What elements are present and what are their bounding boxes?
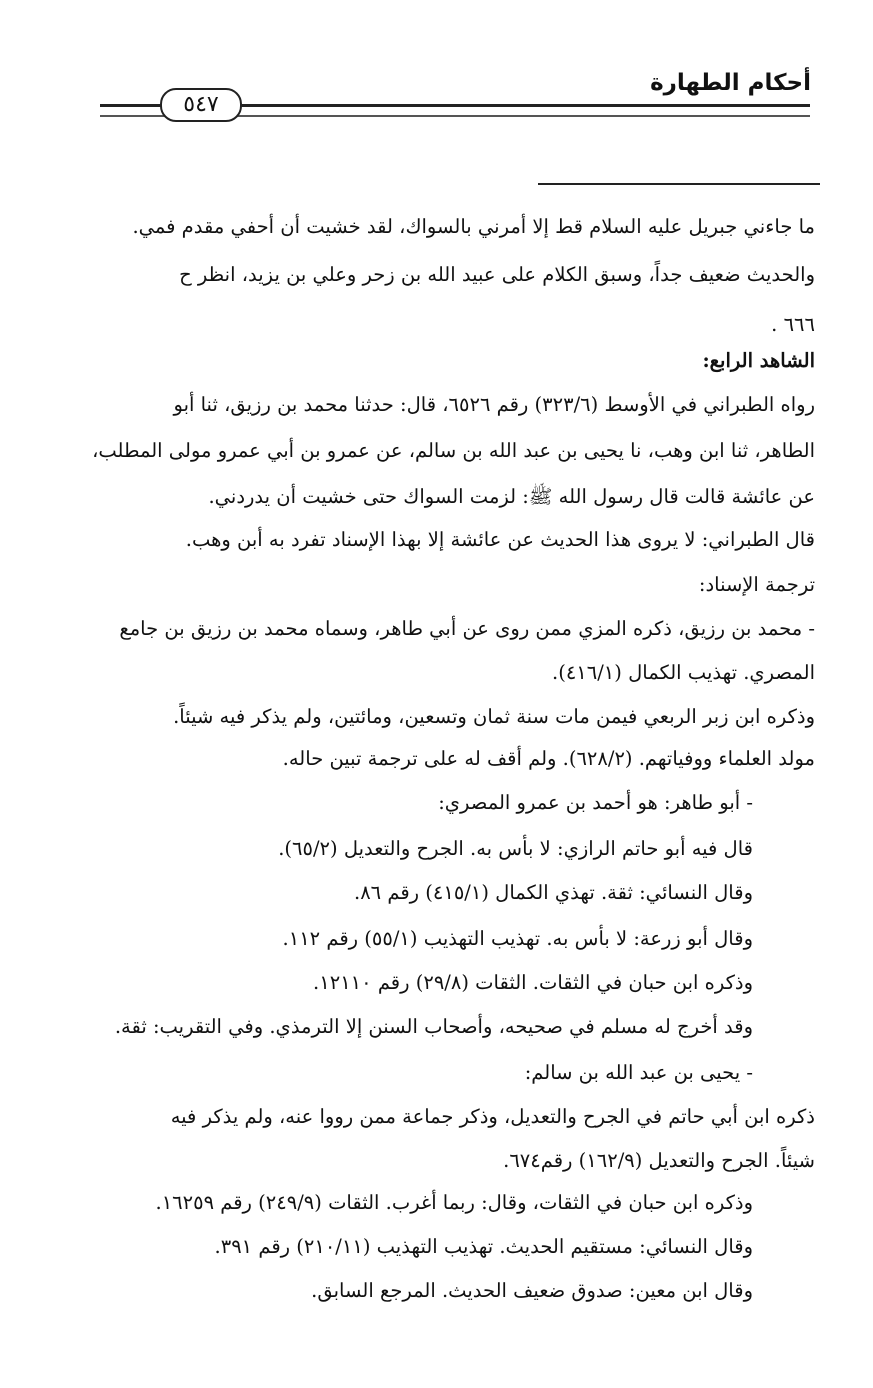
footnote-separator (538, 183, 820, 185)
section-heading: ترجمة الإسناد: (698, 573, 815, 596)
section-heading: الشاهد الرابع: (702, 349, 815, 372)
text-line: وقال النسائي: ثقة. تهذي الكمال (٤١٥/١) رقم ٨٦. (353, 881, 753, 904)
text-line: وقد أخرج له مسلم في صحيحه، وأصحاب السنن إلا الترمذي. وفي التقريب: ثقة. (114, 1015, 753, 1038)
text-line: قال الطبراني: لا يروى هذا الحديث عن عائشة إلا بهذا الإسناد تفرد به أبن وهب. (185, 528, 815, 551)
text-line: عن عائشة قالت قال رسول الله ﷺ: لزمت السواك حتى خشيت أن يدردني. (208, 485, 815, 508)
text-line: وقال ابن معين: صدوق ضعيف الحديث. المرجع السابق. (311, 1279, 753, 1302)
text-line: ما جاءني جبريل عليه السلام قط إلا أمرني بالسواك، لقد خشيت أن أحفي مقدم فمي. (132, 215, 815, 238)
text-line: المصري. تهذيب الكمال (٤١٦/١). (552, 661, 815, 684)
text-line: وذكره ابن زبر الربعي فيمن مات سنة ثمان وتسعين، ومائتين، ولم يذكر فيه شيئاً. (173, 705, 815, 728)
text-line: - أبو طاهر: هو أحمد بن عمرو المصري: (438, 791, 753, 814)
text-line: وقال النسائي: مستقيم الحديث. تهذيب التهذيب (٢١٠/١١) رقم ٣٩١. (214, 1235, 753, 1258)
text-line: شيئاً. الجرح والتعديل (١٦٢/٩) رقم٦٧٤. (503, 1149, 815, 1172)
page-number: ٥٤٧ (160, 88, 242, 122)
text-line: ذكره ابن أبي حاتم في الجرح والتعديل، وذكر جماعة ممن رووا عنه، ولم يذكر فيه (170, 1105, 815, 1128)
text-line: والحديث ضعيف جداً، وسبق الكلام على عبيد الله بن زحر وعلي بن يزيد، انظر ح (179, 263, 815, 286)
text-line: ٦٦٦ . (771, 313, 815, 336)
text-line: رواه الطبراني في الأوسط (٣٢٣/٦) رقم ٦٥٢٦، قال: حدثنا محمد بن رزيق، ثنا أبو (173, 393, 815, 416)
text-line: وذكره ابن حبان في الثقات، وقال: ربما أغرب. الثقات (٢٤٩/٩) رقم ١٦٢٥٩. (155, 1191, 753, 1214)
text-line: وقال أبو زرعة: لا بأس به. تهذيب التهذيب (٥٥/١) رقم ١١٢. (282, 927, 753, 950)
text-line: قال فيه أبو حاتم الرازي: لا بأس به. الجرح والتعديل (٦٥/٢). (278, 837, 753, 860)
text-line: الطاهر، ثنا ابن وهب، نا يحيى بن عبد الله بن سالم، عن عمرو بن أبي عمرو مولى المطلب، (92, 439, 815, 462)
running-header-title: أحكام الطهارة (650, 70, 811, 96)
text-line: وذكره ابن حبان في الثقات. الثقات (٢٩/٨) رقم ١٢١١٠. (313, 971, 753, 994)
text-line: مولد العلماء ووفياتهم. (٦٢٨/٢). ولم أقف له على ترجمة تبين حاله. (282, 747, 815, 770)
text-line: - محمد بن رزيق، ذكره المزي ممن روى عن أبي طاهر، وسماه محمد بن رزيق بن جامع (119, 617, 815, 640)
text-line: - يحيى بن عبد الله بن سالم: (524, 1061, 753, 1084)
